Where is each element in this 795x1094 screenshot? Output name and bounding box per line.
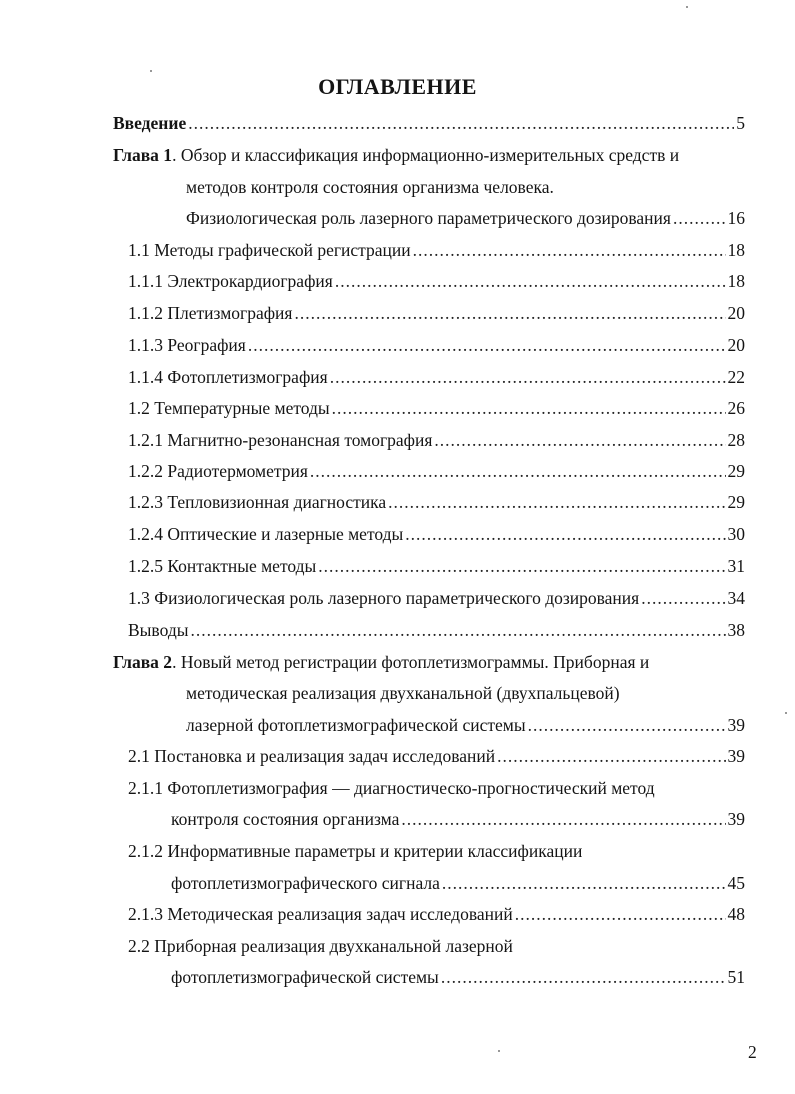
toc-entry-1-2-2[interactable] [128, 460, 745, 482]
toc-entry-label: 1.3 Физиологическая роль лазерного параметрического дозирования [128, 588, 640, 608]
toc-entry-page: 18 [727, 240, 745, 260]
toc-entry-label: Введение [113, 113, 187, 133]
toc-entry-page: 16 [727, 208, 745, 228]
toc-entry-1-1-2[interactable] [128, 302, 745, 324]
toc-entry-1-2-4[interactable] [128, 523, 745, 545]
leader-dots [528, 714, 726, 736]
toc-entry-label: 1.2.1 Магнитно-резонансная томография [128, 430, 433, 450]
chapter-label: Глава 2 [113, 652, 173, 672]
toc-entry-page: 28 [727, 430, 745, 450]
leader-dots [413, 239, 726, 261]
leader-dots [405, 523, 725, 545]
toc-entry-page: 48 [727, 904, 745, 924]
toc-entry-conclusions[interactable] [128, 619, 745, 641]
leader-dots [330, 366, 726, 388]
toc-entry-label: 1.1 Методы графической регистрации [128, 240, 411, 260]
leader-dots [434, 429, 725, 451]
scan-speck [498, 1050, 500, 1052]
toc-entry-label: 1.2 Температурные методы [128, 398, 330, 418]
toc-entry-page: 20 [727, 303, 745, 323]
leader-dots [332, 397, 726, 419]
toc-chapter-1-line-2: методов контроля состояния организма человека. [186, 177, 554, 197]
toc-entry-1-1-4[interactable] [128, 366, 745, 388]
toc-entry-label: 1.2.5 Контактные методы [128, 556, 317, 576]
toc-entry-introduction[interactable] [113, 112, 745, 134]
toc-chapter-2-line-1[interactable] [113, 651, 649, 673]
toc-entry-label: фотоплетизмографического сигнала [171, 873, 440, 893]
toc-entry-label: 2.1.3 Методическая реализация задач исследований [128, 904, 513, 924]
toc-entry-page: 29 [727, 461, 745, 481]
toc-entry-page: 22 [727, 367, 745, 387]
toc-entry-page: 39 [727, 715, 745, 735]
toc-entry-1-1-1[interactable] [128, 270, 745, 292]
toc-entry-page: 39 [727, 809, 745, 829]
toc-entry-page: 38 [727, 620, 745, 640]
toc-entry-page: 39 [727, 746, 745, 766]
leader-dots [335, 270, 726, 292]
toc-chapter-2-line-2: методическая реализация двухканальной (двухпальцевой) [186, 683, 620, 703]
leader-dots [641, 587, 725, 609]
toc-entry-label: 1.1.3 Реография [128, 335, 246, 355]
chapter-label: Глава 1 [113, 145, 173, 165]
toc-entry-label: Выводы [128, 620, 189, 640]
toc-entry-label: 2.1 Постановка и реализация задач исследований [128, 746, 496, 766]
toc-entry-2-1-2-line-2[interactable] [171, 872, 745, 894]
leader-dots [318, 555, 725, 577]
leader-dots [441, 966, 726, 988]
toc-entry-page: 29 [727, 492, 745, 512]
leader-dots [401, 808, 725, 830]
toc-entry-page: 26 [727, 398, 745, 418]
scan-speck [150, 70, 152, 72]
toc-entry-label: фотоплетизмографической системы [171, 967, 439, 987]
toc-entry-label: 1.1.4 Фотоплетизмография [128, 367, 328, 387]
toc-entry-page: 20 [727, 335, 745, 355]
toc-entry-label: контроля состояния организма [171, 809, 400, 829]
page-number: 2 [748, 1042, 757, 1062]
leader-dots [190, 619, 725, 641]
toc-entry-label: лазерной фотоплетизмографической системы [186, 715, 526, 735]
leader-dots [248, 334, 726, 356]
toc-chapter-1-line-3[interactable] [186, 207, 745, 229]
toc-entry-1-2-5[interactable] [128, 555, 745, 577]
scan-speck [686, 6, 688, 8]
toc-entry-label: 1.2.2 Радиотермометрия [128, 461, 308, 481]
toc-entry-label: 1.1.2 Плетизмография [128, 303, 293, 323]
toc-entry-2-1-2-line-1[interactable]: 2.1.2 Информативные параметры и критерии классификации [128, 841, 583, 861]
chapter-title-part: . Новый метод регистрации фотоплетизмограммы. Приборная и [172, 652, 650, 672]
toc-chapter-2-line-3[interactable] [186, 714, 745, 736]
toc-entry-page: 30 [727, 524, 745, 544]
chapter-title-part: . Обзор и классификация информационно-измерительных средств и [172, 145, 680, 165]
scan-speck [785, 712, 787, 714]
toc-entry-1-2-1[interactable] [128, 429, 745, 451]
leader-dots [497, 745, 725, 767]
toc-entry-label: Физиологическая роль лазерного параметрического дозирования [186, 208, 671, 228]
toc-entry-label: 1.2.4 Оптические и лазерные методы [128, 524, 404, 544]
toc-entry-2-2-line-2[interactable] [171, 966, 745, 988]
toc-entry-page: 5 [736, 113, 745, 133]
leader-dots [515, 903, 726, 925]
toc-entry-page: 34 [727, 588, 745, 608]
leader-dots [310, 460, 726, 482]
toc-entry-1-3[interactable] [128, 587, 745, 609]
toc-entry-label: 1.2.3 Тепловизионная диагностика [128, 492, 387, 512]
toc-entry-2-2-line-1[interactable]: 2.2 Приборная реализация двухканальной лазерной [128, 936, 513, 956]
toc-entry-2-1-1-line-1[interactable]: 2.1.1 Фотоплетизмография — диагностическо-прогностический метод [128, 778, 655, 798]
leader-dots [294, 302, 725, 324]
toc-entry-2-1[interactable] [128, 745, 745, 767]
toc-entry-1-2[interactable] [128, 397, 745, 419]
toc-entry-1-2-3[interactable] [128, 491, 745, 513]
toc-entry-2-1-1-line-2[interactable] [171, 808, 745, 830]
leader-dots [442, 872, 726, 894]
toc-entry-1-1[interactable] [128, 239, 745, 261]
toc-chapter-1-line-1[interactable] [113, 144, 679, 166]
toc-entry-label: 1.1.1 Электрокардиография [128, 271, 333, 291]
toc-title: ОГЛАВЛЕНИЕ [318, 74, 477, 99]
toc-entry-1-1-3[interactable] [128, 334, 745, 356]
leader-dots [388, 491, 725, 513]
toc-entry-2-1-3[interactable] [128, 903, 745, 925]
toc-entry-page: 51 [727, 967, 745, 987]
toc-entry-page: 18 [727, 271, 745, 291]
toc-entry-page: 31 [727, 556, 745, 576]
leader-dots [188, 112, 734, 134]
toc-entry-page: 45 [727, 873, 745, 893]
leader-dots [673, 207, 726, 229]
